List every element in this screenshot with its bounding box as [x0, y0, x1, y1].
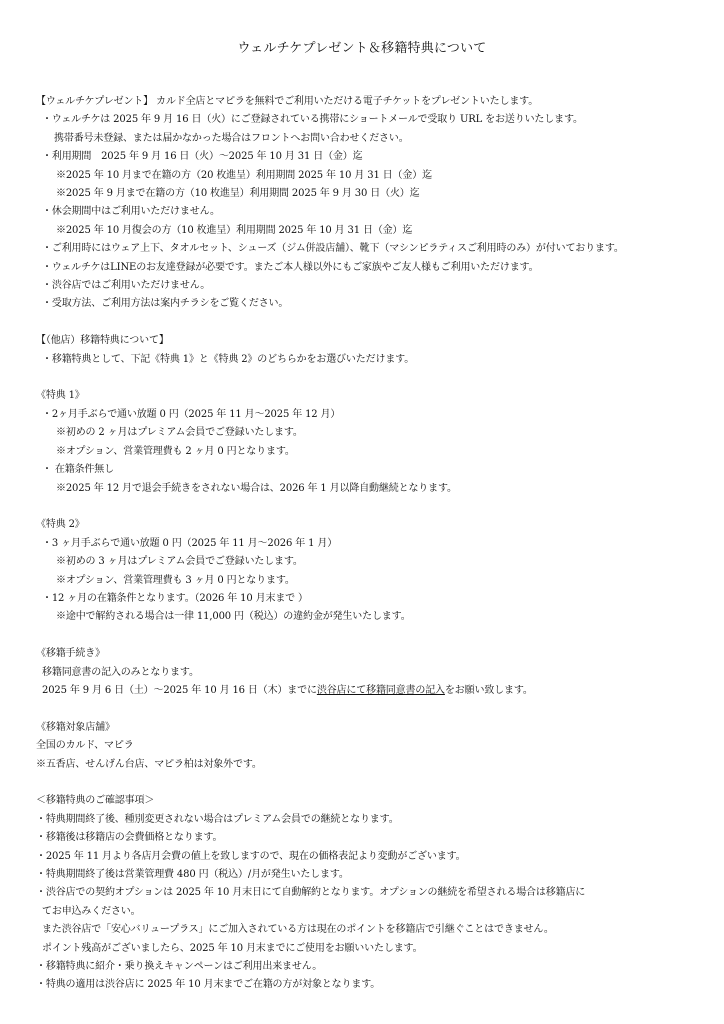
benefit1-item: ・ 在籍条件無し: [42, 464, 114, 476]
notes-item: ・特典の適用は渋谷店に 2025 年 10 月末までご在籍の方が対象となります。: [36, 979, 381, 991]
notes-item-continued: てお申込みください。: [42, 905, 141, 917]
stores-heading: 《移籍対象店舗》: [36, 721, 115, 733]
benefit1-note: ※初めの 2 ヶ月はプレミアム会員でご登録いたします。: [56, 427, 303, 439]
stores-note: ※五香店、せんげん台店、マピラ柏は対象外です。: [36, 758, 262, 770]
notes-section: [36, 792, 716, 994]
spacer: [36, 627, 716, 645]
welchike-item: ・利用期間 2025 年 9 月 16 日（火）～2025 年 10 月 31 日（金）迄: [42, 151, 363, 163]
stores-line: 全国のカルド、マピラ: [36, 740, 134, 752]
welchike-item: ・ウェルチケはLINEのお友達登録が必要です。またご本人様以外にもご家族やご友人様もご利用いただけます。: [42, 261, 539, 273]
benefit2-heading: 《特典 2》: [36, 519, 85, 531]
spacer: [36, 369, 716, 387]
benefit1-section: [36, 387, 716, 497]
transfer-item: ・移籍特典として、下記《特典 1》と《特典 2》のどちらかをお選びいただけます。: [42, 353, 415, 365]
spacer: [36, 700, 716, 718]
procedure-deadline: [36, 682, 716, 700]
benefit1-item: ・2ヶ月手ぶらで通い放題 0 円（2025 年 11 月～2025 年 12 月）: [42, 408, 341, 420]
document-body: [36, 93, 716, 995]
benefit2-note: ※初めの 3 ヶ月はプレミアム会員でご登録いたします。: [56, 556, 303, 568]
welchike-item: ・渋谷店ではご利用いただけません。: [42, 280, 211, 292]
procedure-line: 移籍同意書の記入のみとなります。: [42, 666, 199, 678]
procedure-underlined-instruction: 渋谷店にて移籍同意書の記入: [316, 684, 445, 696]
procedure-request: をお願い致します。: [444, 684, 533, 696]
notes-item: ・移籍特典に紹介・乗り換えキャンペーンはご利用出来ません。: [36, 961, 323, 972]
stores-section: [36, 719, 716, 774]
benefit2-item: ・3 ヶ月手ぶらで通い放題 0 円（2025 年 11 月～2026 年 1 月）: [42, 537, 338, 549]
notes-item: ・移籍後は移籍店の会費価格となります。: [36, 832, 223, 844]
notes-heading: ＜移籍特典のご確認事項＞: [36, 795, 155, 807]
benefit1-heading: 《特典 1》: [36, 390, 85, 402]
benefit1-note: ※オプション、営業管理費も 2 ヶ月 0 円となります。: [56, 445, 295, 457]
benefit2-item: ・12 ヶ月の在籍条件となります。（2026 年 10 月末まで ）: [42, 592, 308, 604]
spacer: [36, 774, 716, 792]
notes-item: ・特典期間終了後は営業管理費 480 円（税込）/月が発生いたします。: [36, 868, 349, 880]
welchike-item: ・ウェルチケは 2025 年 9 月 16 日（火）にご登録されている携帯にショートメールで受取り URL をお送りいたします。: [42, 114, 583, 126]
welchike-item: ・ご利用時にはウェア上下、タオルセット、シューズ（ジム併設店舗）、靴下（マシンピラティスご利用時のみ）が付いております。: [42, 243, 624, 255]
welchike-note: ※2025 年 10 月復会の方（10 枚進呈）利用期間 2025 年 10 月 31 日（金）迄: [56, 224, 413, 236]
page-title: ウェルチケプレゼント＆移籍特典について: [237, 41, 487, 56]
welchike-note: ※2025 年 9 月まで在籍の方（10 枚進呈）利用期間 2025 年 9 月 30 日（火）迄: [56, 188, 420, 200]
spacer: [36, 314, 716, 332]
welchike-heading: 【ウェルチケプレゼント】 カルド全店とマピラを無料でご利用いただける電子チケットをプレゼントいたします。: [36, 96, 539, 107]
notes-item-continued: また渋谷店で「安心バリュープラス」にご加入されている方は現在のポイントを移籍店で引継ぐことはできません。: [42, 924, 554, 936]
welchike-item: ・休会期間中はご利用いただけません。: [42, 206, 220, 218]
welchike-note: 携帯番号未登録、または届かなかった場合はフロントへお問い合わせください。: [54, 132, 409, 144]
procedure-heading: 《移籍手続き》: [36, 648, 105, 660]
notes-item-continued: ポイント残高がございましたら、2025 年 10 月末までにご使用をお願いいたします。: [42, 942, 423, 954]
welchike-section: [36, 93, 716, 314]
benefit2-section: [36, 516, 716, 626]
procedure-date-range: 2025 年 9 月 6 日（土）～2025 年 10 月 16 日（木）までに: [42, 684, 317, 696]
notes-item: ・渋谷店での契約オプションは 2025 年 10 月末日にて自動解約となります。オプションの継続を希望される場合は移籍店に: [36, 887, 586, 899]
welchike-note: ※2025 年 10 月まで在籍の方（20 枚進呈）利用期間 2025 年 10 月 31 日（金）迄: [56, 169, 432, 181]
spacer: [36, 498, 716, 516]
transfer-section: [36, 332, 716, 369]
notes-item: ・特典期間終了後、種別変更されない場合はプレミアム会員での継続となります。: [36, 813, 399, 825]
procedure-section: [36, 645, 716, 700]
benefit2-note: ※途中で解約される場合は一律 11,000 円（税込）の違約金が発生いたします。: [56, 611, 411, 623]
benefit2-note: ※オプション、営業管理費も 3 ヶ月 0 円となります。: [56, 574, 295, 586]
welchike-item: ・受取方法、ご利用方法は案内チラシをご覧ください。: [42, 298, 289, 310]
notes-item: ・2025 年 11 月より各店月会費の値上を致しますので、現在の価格表記より変動がございます。: [36, 850, 466, 862]
transfer-heading: 【（他店）移籍特典について】: [36, 335, 169, 347]
benefit1-note: ※2025 年 12 月で退会手続きをされない場合は、2026 年 1 月以降自動継続となります。: [56, 482, 457, 494]
